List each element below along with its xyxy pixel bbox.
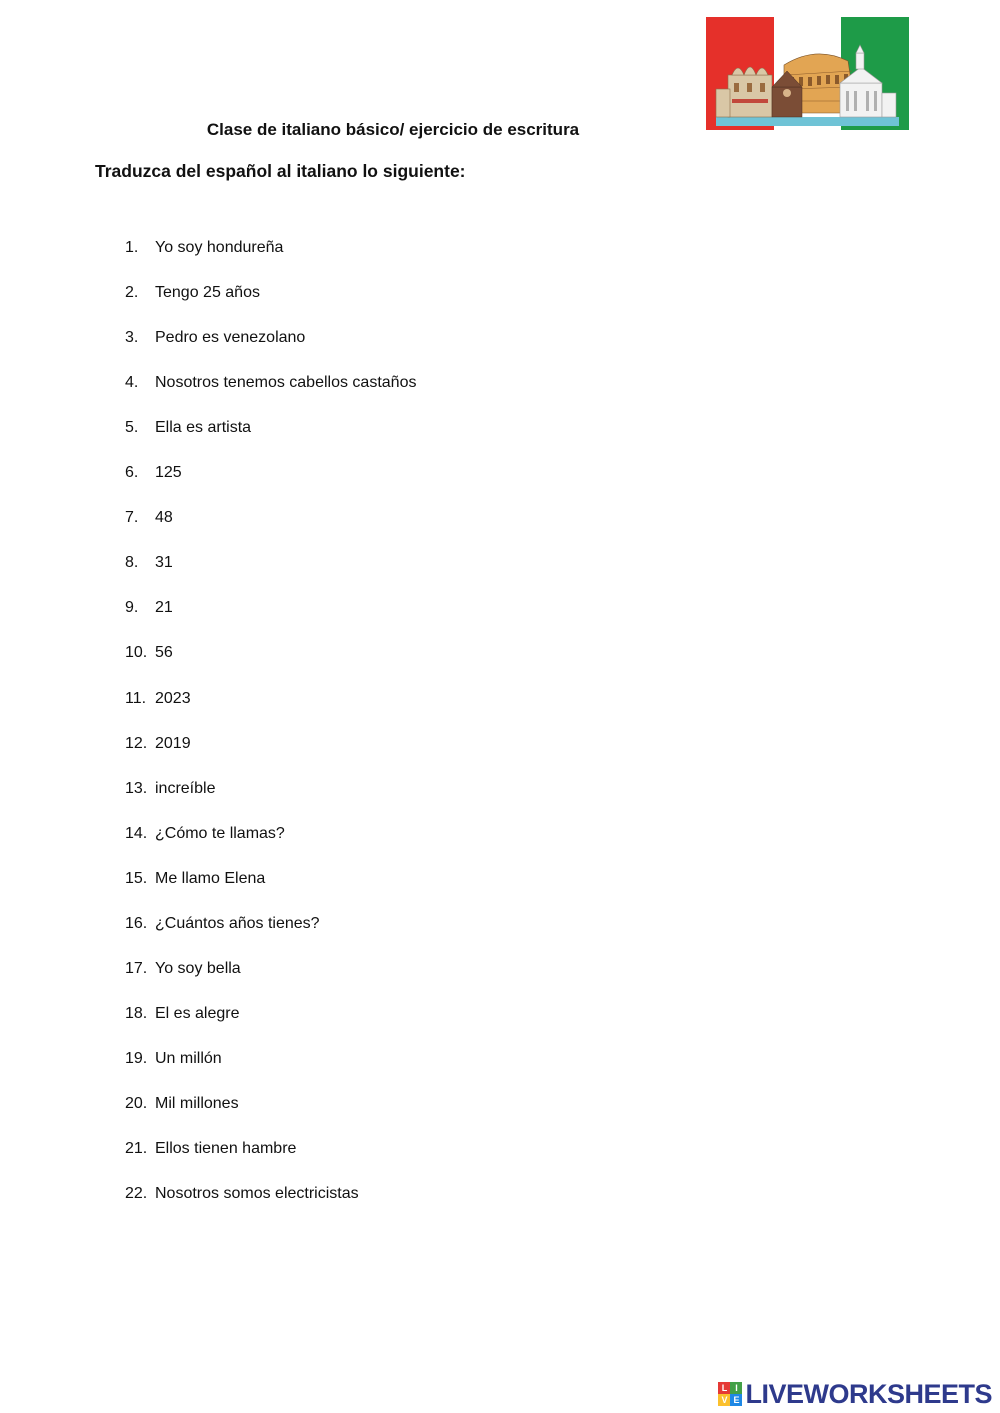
list-item bbox=[125, 688, 191, 710]
list-item bbox=[125, 868, 265, 890]
item-number: 6. bbox=[125, 464, 139, 481]
list-item bbox=[125, 327, 305, 349]
item-number: 3. bbox=[125, 329, 139, 346]
item-text: 56 bbox=[155, 644, 173, 661]
item-number: 10. bbox=[125, 644, 148, 661]
item-number: 16. bbox=[125, 915, 148, 932]
list-item bbox=[125, 1138, 296, 1160]
item-text: Tengo 25 años bbox=[155, 284, 260, 301]
item-text: increíble bbox=[155, 780, 216, 797]
item-text: Un millón bbox=[155, 1050, 222, 1067]
item-number: 2. bbox=[125, 284, 139, 301]
item-number: 11. bbox=[125, 690, 147, 707]
list-item bbox=[125, 597, 173, 619]
list-item bbox=[125, 507, 173, 529]
list-item bbox=[125, 372, 416, 394]
list-item bbox=[125, 958, 241, 980]
list-item bbox=[125, 778, 215, 800]
italy-flag-landmarks-icon bbox=[706, 17, 909, 130]
badge-letter: L bbox=[718, 1382, 730, 1394]
list-item bbox=[125, 552, 173, 574]
list-item bbox=[125, 1048, 222, 1070]
item-number: 22. bbox=[125, 1185, 148, 1202]
item-text: Pedro es venezolano bbox=[155, 329, 306, 346]
item-text: Nosotros somos electricistas bbox=[155, 1185, 359, 1202]
item-number: 21. bbox=[125, 1140, 148, 1157]
item-text: 48 bbox=[155, 509, 173, 526]
item-text: ¿Cómo te llamas? bbox=[155, 825, 285, 842]
list-item bbox=[125, 282, 260, 304]
item-text: 2019 bbox=[155, 735, 191, 752]
item-number: 5. bbox=[125, 419, 139, 436]
badge-letter: I bbox=[730, 1382, 742, 1394]
item-number: 15. bbox=[125, 870, 148, 887]
page-title: Clase de italiano básico/ ejercicio de escritura bbox=[206, 120, 580, 139]
item-text: 125 bbox=[155, 464, 182, 481]
item-number: 8. bbox=[125, 554, 139, 571]
item-number: 13. bbox=[125, 780, 148, 797]
badge-letter: E bbox=[730, 1394, 742, 1406]
list-item bbox=[125, 913, 320, 935]
list-item bbox=[125, 417, 251, 439]
item-text: Yo soy bella bbox=[155, 960, 241, 977]
item-text: Mil millones bbox=[155, 1095, 239, 1112]
list-item bbox=[125, 462, 182, 484]
list-item bbox=[125, 1003, 240, 1025]
item-number: 9. bbox=[125, 599, 139, 616]
item-number: 7. bbox=[125, 509, 139, 526]
badge-letter: V bbox=[718, 1394, 730, 1406]
item-text: Ellos tienen hambre bbox=[155, 1140, 297, 1157]
item-text: El es alegre bbox=[155, 1005, 240, 1022]
item-number: 17. bbox=[125, 960, 148, 977]
item-text: ¿Cuántos años tienes? bbox=[155, 915, 320, 932]
item-number: 20. bbox=[125, 1095, 148, 1112]
item-text: Yo soy hondureña bbox=[155, 239, 284, 256]
item-number: 1. bbox=[125, 239, 139, 256]
item-text: 31 bbox=[155, 554, 173, 571]
list-item bbox=[125, 823, 285, 845]
item-number: 18. bbox=[125, 1005, 148, 1022]
item-text: 21 bbox=[155, 599, 173, 616]
item-text: Me llamo Elena bbox=[155, 870, 266, 887]
list-item bbox=[125, 1183, 359, 1205]
item-number: 12. bbox=[125, 735, 148, 752]
list-item bbox=[125, 733, 191, 755]
item-number: 19. bbox=[125, 1050, 148, 1067]
liveworksheets-badge-icon bbox=[718, 1382, 742, 1406]
liveworksheets-logo[interactable] bbox=[718, 1378, 992, 1409]
item-text: Ella es artista bbox=[155, 419, 252, 436]
item-number: 4. bbox=[125, 374, 139, 391]
list-item bbox=[125, 1093, 239, 1115]
item-number: 14. bbox=[125, 825, 148, 842]
instruction-text: Traduzca del español al italiano lo siguiente: bbox=[95, 161, 466, 181]
item-text: Nosotros tenemos cabellos castaños bbox=[155, 374, 417, 391]
list-item bbox=[125, 642, 173, 664]
item-text: 2023 bbox=[155, 690, 191, 707]
list-item bbox=[125, 237, 283, 259]
brand-text: LIVEWORKSHEETS bbox=[745, 1378, 992, 1409]
